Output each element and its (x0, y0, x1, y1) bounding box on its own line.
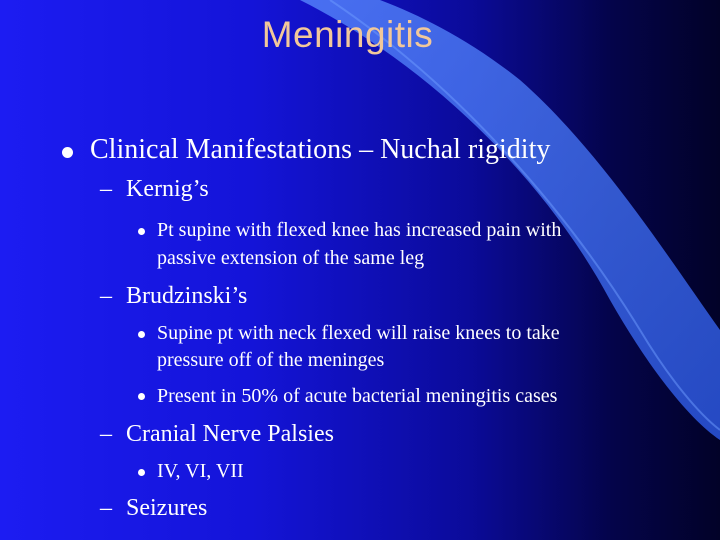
point-line: passive extension of the same leg (157, 247, 425, 269)
dash-icon: – (100, 495, 112, 521)
slide-title: Meningitis (261, 14, 434, 55)
point-line: pressure off of the meninges (157, 349, 385, 371)
main-bullet-text: Clinical Manifestations – Nuchal rigidity (90, 134, 551, 165)
point-line: Pt supine with flexed knee has increased pain with (157, 219, 562, 241)
section-heading: Seizures (126, 495, 208, 521)
sub-bullet-icon (138, 469, 145, 476)
section-heading: Brudzinski’s (126, 283, 248, 309)
sub-bullet-icon (138, 393, 145, 400)
section-heading: Kernig’s (126, 176, 209, 202)
section-heading: Cranial Nerve Palsies (126, 421, 334, 447)
dash-icon: – (100, 176, 112, 202)
dash-icon: – (100, 421, 112, 447)
dash-icon: – (100, 283, 112, 309)
point-line: IV, VI, VII (157, 460, 244, 482)
sub-bullet-icon (138, 331, 145, 338)
point-line: Supine pt with neck flexed will raise knees to take (157, 322, 560, 344)
point-line: Present in 50% of acute bacterial meningitis cases (157, 385, 558, 407)
bullet-icon (62, 147, 73, 158)
sub-bullet-icon (138, 228, 145, 235)
